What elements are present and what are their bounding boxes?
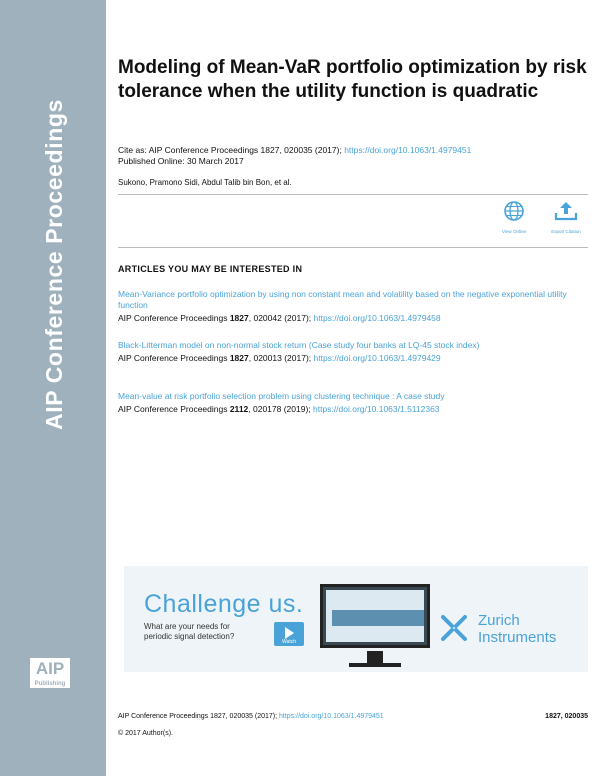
article-doi-link[interactable]: https://doi.org/10.1063/1.4979451: [344, 145, 472, 155]
view-online-label: View Online: [502, 229, 526, 234]
play-icon: [285, 627, 294, 639]
footer-page-ref: 1827, 020035: [545, 713, 588, 720]
related-article-title[interactable]: Mean-Variance portfolio optimization by using non constant mean and volatility based on the negative exponential utility function: [118, 289, 567, 310]
aip-publishing-logo-text: Publishing: [30, 680, 70, 688]
upload-icon: [554, 200, 578, 222]
globe-icon: [503, 200, 525, 222]
related-article-title[interactable]: Black-Litterman model on non-normal stock return (Case study four banks at LQ-45 stock index): [118, 340, 480, 350]
monitor-image: [320, 584, 430, 648]
journal-sidebar: [0, 0, 106, 776]
article-title: Modeling of Mean-VaR portfolio optimization by risk tolerance when the utility function is quadratic: [118, 57, 587, 102]
ad-headline: Challenge us.: [144, 590, 304, 618]
divider: [118, 194, 588, 195]
related-article-citation: AIP Conference Proceedings 1827, 020042 (2017); https://doi.org/10.1063/1.4979458: [118, 313, 441, 323]
page-footer: [118, 713, 588, 720]
export-citation-button[interactable]: [546, 200, 586, 234]
list-item: [118, 391, 588, 415]
ad-watch-button[interactable]: [274, 622, 304, 646]
footer-doi-link[interactable]: https://doi.org/10.1063/1.4979451: [279, 713, 384, 720]
advertisement-banner[interactable]: [124, 566, 588, 672]
view-online-button[interactable]: [494, 200, 534, 234]
cite-as-text: Cite as: AIP Conference Proceedings 1827, 020035 (2017);: [118, 145, 342, 155]
list-item: [118, 289, 588, 324]
ad-brand-name: Zurich Instruments: [478, 612, 557, 646]
ad-subtext: What are your needs for periodic signal detection?: [144, 622, 235, 641]
related-article-doi-link[interactable]: https://doi.org/10.1063/1.5112363: [313, 404, 440, 414]
author-list[interactable]: Sukono, Pramono Sidi, Abdul Talib bin Bon, et al.: [118, 178, 292, 187]
citation-block: [118, 145, 588, 167]
related-article-doi-link[interactable]: https://doi.org/10.1063/1.4979458: [313, 313, 441, 323]
journal-name-vertical: AIP Conference Proceedings: [41, 99, 67, 430]
zurich-instruments-logo-icon: [440, 614, 468, 642]
related-article-doi-link[interactable]: https://doi.org/10.1063/1.4979429: [313, 353, 441, 363]
list-item: [118, 340, 588, 364]
ad-watch-label: Watch: [282, 639, 296, 645]
export-citation-label: Export Citation: [551, 229, 581, 234]
aip-publishing-logo[interactable]: AIP: [30, 658, 70, 688]
related-article-title[interactable]: Mean-value at risk portfolio selection problem using clustering technique : A case study: [118, 391, 445, 401]
footer-citation: AIP Conference Proceedings 1827, 020035 (2017);: [118, 713, 278, 720]
copyright-notice: © 2017 Author(s).: [118, 730, 173, 737]
published-date: Published Online: 30 March 2017: [118, 156, 244, 166]
related-articles-heading: ARTICLES YOU MAY BE INTERESTED IN: [118, 264, 303, 274]
divider: [118, 247, 588, 248]
related-article-citation: AIP Conference Proceedings 2112, 020178 (2019); https://doi.org/10.1063/1.5112363: [118, 404, 440, 414]
related-article-citation: AIP Conference Proceedings 1827, 020013 (2017); https://doi.org/10.1063/1.4979429: [118, 353, 441, 363]
